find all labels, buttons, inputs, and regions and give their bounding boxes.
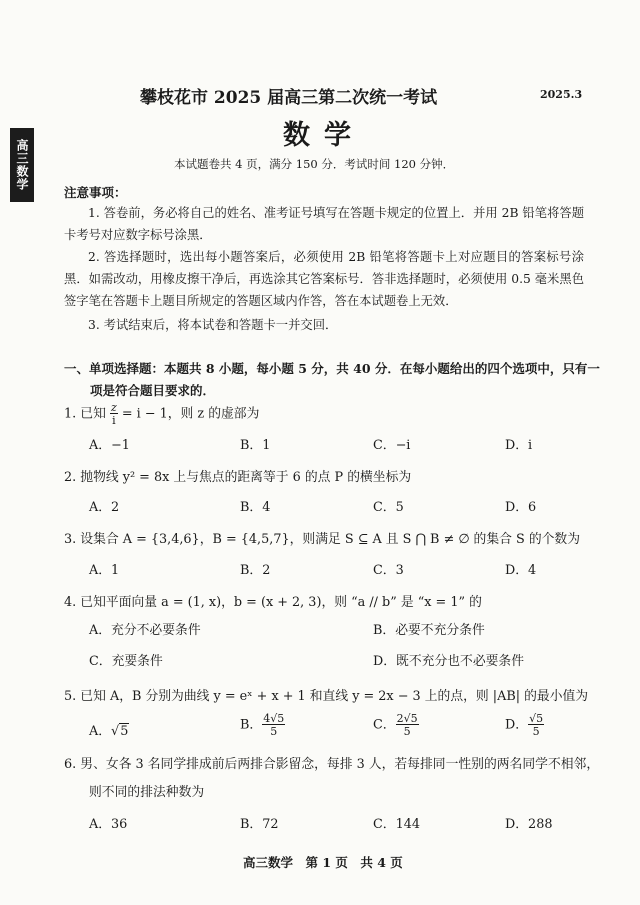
fraction: $\frac{4√5}{5}$ xyxy=(263,712,285,738)
option-d: D．i xyxy=(505,438,533,453)
option-c: C．3 xyxy=(373,563,404,578)
option-c: C．充要条件 xyxy=(89,654,163,669)
option-a: A．36 xyxy=(89,817,128,832)
notice-label: 注意事项： xyxy=(64,185,127,200)
option-d: D．4 xyxy=(505,563,537,578)
exam-title: 攀枝花市 2025 届高三第二次统一考试 xyxy=(140,88,438,108)
question-4: 4. 已知平面向量 a = (1, x)，b = (x + 2, 3)，则 “a // b” 是 “x = 1” 的 xyxy=(64,595,482,610)
option-b: B．2 xyxy=(240,563,271,578)
question-5: 5. 已知 A，B 分别为曲线 y = eˣ + x + 1 和直线 y = 2x − 3 上的点，则 |AB| 的最小值为 xyxy=(64,689,589,704)
section-heading: 一、单项选择题：本题共 8 小题，每小题 5 分，共 40 分．在每小题给出的四个选项中，只有一项是符合题目要求的． xyxy=(64,361,600,398)
option-d: D．6 xyxy=(505,500,537,515)
notice-item: 3. 考试结束后，将本试卷和答题卡一并交回． xyxy=(88,318,338,332)
option-a: A．1 xyxy=(89,563,120,578)
subject-title: 数学 xyxy=(283,120,365,151)
option-b: B．1 xyxy=(240,438,271,453)
question-2: 2. 抛物线 y² = 8x 上与焦点的距离等于 6 的点 P 的横坐标为 xyxy=(64,470,412,485)
notice-item: 2. 答选择题时，选出每小题答案后，必须使用 2B 铅笔将答题卡上对应题目的答案标号涂黑．如需改动，用橡皮擦干净后，再选涂其它答案标号．答非选择题时，必须使用 0.5 毫米黑色签字笔在答题卡上题目所规定的答题区域内作答，答在本试题卷上无效． xyxy=(64,250,584,308)
fraction: $\frac{√5}{5}$ xyxy=(529,712,544,738)
notice-item: 1. 答卷前，务必将自己的姓名、准考证号填写在答题卡规定的位置上．并用 2B 铅笔将答题卡考号对应数字标号涂黑． xyxy=(64,206,584,242)
option-b: B．4 xyxy=(240,500,271,515)
option-c: C．144 xyxy=(373,817,421,832)
option-d: D．288 xyxy=(505,817,553,832)
option-b: B．72 xyxy=(240,817,279,832)
side-tab-label: 高三数学 xyxy=(10,128,34,202)
page-footer: 高三数学 第 1 页 共 4 页 xyxy=(243,855,403,870)
option-c: C．−i xyxy=(373,438,411,453)
exam-date: 2025.3 xyxy=(540,88,583,101)
option-d: D． $\frac{√5}{5}$ xyxy=(505,712,544,738)
question-1: 1. 已知 $\frac{z}{i}$ = i − 1，则 z 的虚部为 xyxy=(64,401,260,427)
question-3: 3. 设集合 A = {3,4,6}，B = {4,5,7}，则满足 S ⊆ A 且 S ⋂ B ≠ ∅ 的集合 S 的个数为 xyxy=(64,532,581,547)
exam-info: 本试题卷共 4 页，满分 150 分．考试时间 120 分钟． xyxy=(174,157,455,171)
option-a: A．充分不必要条件 xyxy=(89,623,201,638)
option-b: B． $\frac{4√5}{5}$ xyxy=(240,712,285,738)
option-c: C． $\frac{2√5}{5}$ xyxy=(373,712,418,738)
option-c: C．5 xyxy=(373,500,404,515)
fraction: $\frac{z}{i}$ xyxy=(110,401,117,427)
option-a: A．√5 xyxy=(89,724,129,739)
option-b: B．必要不充分条件 xyxy=(373,623,485,638)
option-d: D．既不充分也不必要条件 xyxy=(373,654,525,669)
option-a: A．2 xyxy=(89,500,120,515)
option-a: A．−1 xyxy=(89,438,130,453)
fraction: $\frac{2√5}{5}$ xyxy=(396,712,418,738)
question-6: 6. 男、女各 3 名同学排成前后两排合影留念，每排 3 人，若每排同一性别的两名同学不相邻， xyxy=(64,757,600,772)
question-6-cont: 则不同的排法种数为 xyxy=(89,785,205,800)
